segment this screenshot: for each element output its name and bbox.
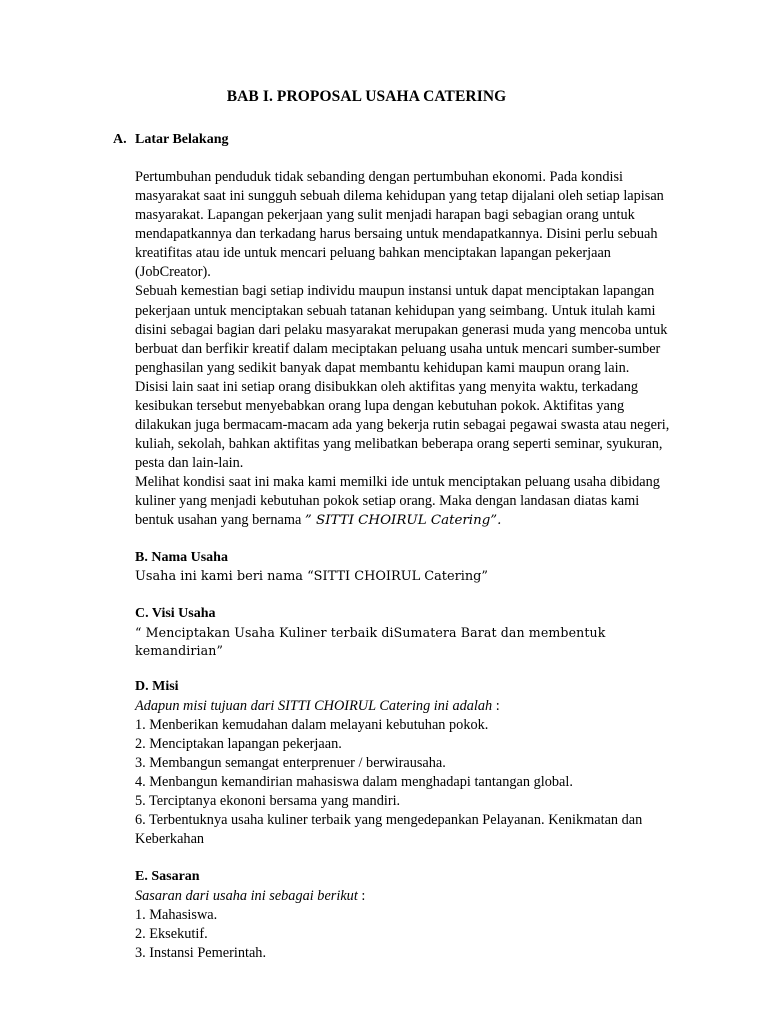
misi-subtitle-italic: Adapun misi tujuan dari SITTI CHOIRUL Catering ini adalah <box>135 697 493 714</box>
closing-quote-open: ” <box>304 513 317 529</box>
section-heading-sasaran: E. Sasaran <box>135 869 200 885</box>
closing-quote-close: ”. <box>490 513 502 529</box>
sasaran-subtitle <box>135 887 675 906</box>
list-item: 1. Menberikan kemudahan dalam melayani kebutuhan pokok. <box>135 716 489 733</box>
section-heading-nama-usaha: B. Nama Usaha <box>135 550 228 566</box>
closing-text: Melihat kondisi saat ini maka kami memilki ide untuk menciptakan peluang usaha dibidang kuliner yang menjadi kebutuhan pokok setiap orang. Maka dengan landasan diatas kami bentuk usahan yang bernama <box>135 474 660 529</box>
sasaran-subtitle-suffix: : <box>357 888 366 905</box>
sasaran-subtitle-italic: Sasaran dari usaha ini sebagai berikut <box>135 888 358 905</box>
list-item: 3. Instansi Pemerintah. <box>135 945 267 962</box>
list-item: 6. Terbentuknya usaha kuliner terbaik yang mengedepankan Pelayanan. Kenikmatan dan Keberkahan <box>135 812 643 848</box>
misi-subtitle <box>135 697 675 716</box>
paragraph-2: Sebuah kemestian bagi setiap individu maupun instansi untuk dapat menciptakan lapangan pekerjaan untuk menciptakan sebuah tatanan kehidupan yang seimbang. Untuk itulah kami disini sebagai bagian dari pelaku masyarakat merupakan generasi muda yang mencoba untuk berbuat dan berfikir kreatif dalam meciptakan peluang usaha untuk mencari sumber-sumber penghasilan yang sedikit banyak dapat membantu kehidupan kami maupun orang lain. <box>135 283 668 376</box>
list-item: 2. Eksekutif. <box>135 926 208 943</box>
list-item: 2. Menciptakan lapangan pekerjaan. <box>135 736 342 753</box>
misi-subtitle-suffix: : <box>492 697 500 714</box>
spacer-before-section-c <box>135 586 675 605</box>
section-heading-visi-usaha: C. Visi Usaha <box>135 606 216 622</box>
section-a-body <box>135 168 675 963</box>
page-title: BAB I. PROPOSAL USAHA CATERING <box>226 88 507 105</box>
section-heading-latar-belakang <box>113 132 670 148</box>
section-heading-misi: D. Misi <box>135 679 179 695</box>
sasaran-list <box>135 906 675 963</box>
paragraph-3: Disisi lain saat ini setiap orang disibukkan oleh aktifitas yang menyita waktu, terkadang kesibukan tersebut menyebabkan orang lupa dengan kebutuhan pokok. Aktifitas yang dilakukan juga bermacam-macam ada yang bekerja rutin sebagai pegawai swasta atau negeri, kuliah, sekolah, bahkan aktifitas yang melibatkan beberapa orang seperti seminar, syukuran, pesta dan lain-lain. <box>135 378 670 472</box>
paragraph-1: Pertumbuhan penduduk tidak sebanding dengan pertumbuhan ekonomi. Pada kondisi masyarakat saat ini sungguh sebuah dilema kehidupan yang tetap dijalani oleh setiap lapisan masyarakat. Lapangan pekerjaan yang sulit menjadi harapan bagi sebagian orang untuk mendapatkannya dan terkadang harus bersaing untuk mendapatkannya. Disini perlu sebuah kreatifitas atau ide untuk mencari peluang bahkan menciptakan lapangan pekerjaan (JobCreator). <box>135 169 664 281</box>
visi-usaha-line: “ Menciptakan Usaha Kuliner terbaik diSumatera Barat dan membentuk kemandirian” <box>135 624 606 658</box>
section-a-label: Latar Belakang <box>135 132 229 147</box>
list-item: 1. Mahasiswa. <box>135 907 218 924</box>
business-name-italic: SITTI CHOIRUL Catering <box>316 513 491 529</box>
list-item: 5. Terciptanya ekononi bersama yang mandiri. <box>135 793 401 810</box>
list-item: 4. Menbangun kemandirian mahasiswa dalam menghadapi tantangan global. <box>135 774 573 791</box>
list-item: 3. Membangun semangat enterprenuer / berwirausaha. <box>135 755 446 772</box>
spacer-before-section-b <box>135 530 675 549</box>
misi-list <box>135 716 675 850</box>
paragraph-4 <box>135 473 675 530</box>
spacer-before-section-d <box>135 659 675 678</box>
nama-usaha-line: Usaha ini kami beri nama “SITTI CHOIRUL Catering” <box>135 569 489 585</box>
section-letter-a: A. <box>113 132 127 147</box>
spacer-before-section-e <box>135 849 675 868</box>
